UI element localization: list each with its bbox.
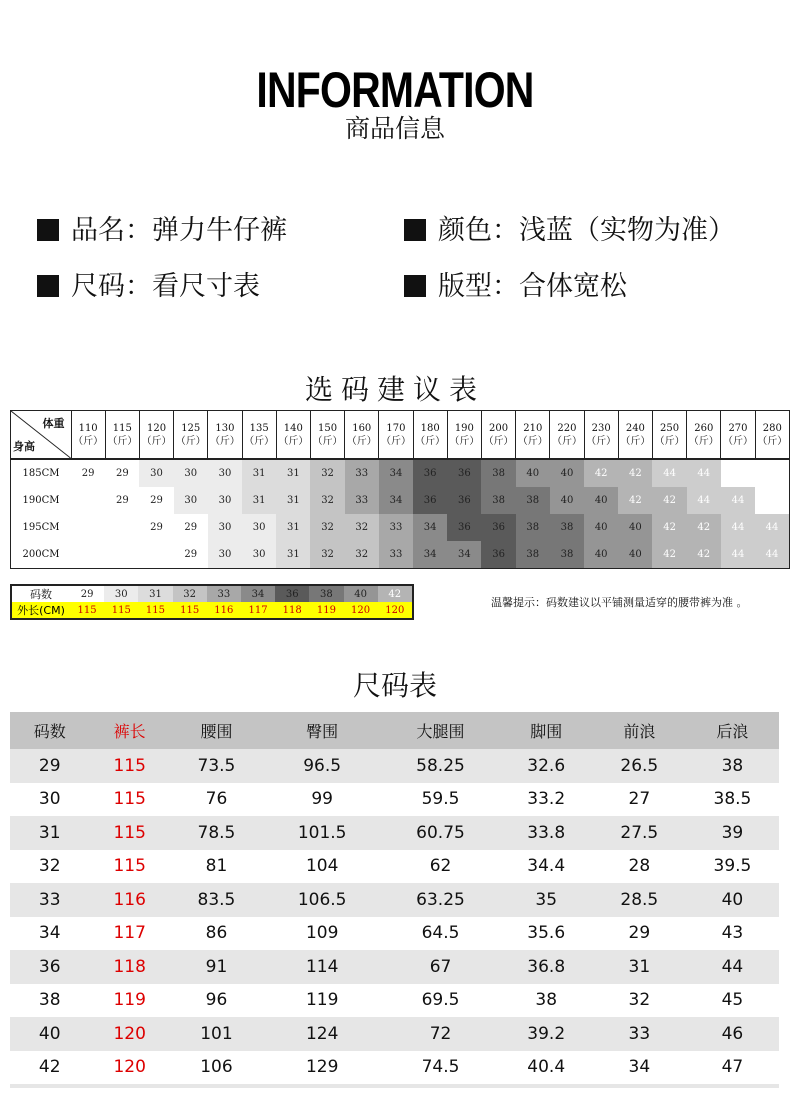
size-cell: 39.2 <box>500 1017 593 1051</box>
size-cell: 42 <box>10 1051 89 1087</box>
recommend-cell: 34 <box>379 487 413 514</box>
size-cell: 60.75 <box>381 816 499 850</box>
recommend-cell: 44 <box>721 541 755 569</box>
size-cell: 109 <box>305 923 339 944</box>
recommend-cell: 30 <box>208 487 242 514</box>
weight-value: 190 <box>454 422 474 434</box>
recommend-cell: 36 <box>447 487 481 514</box>
weight-unit: （斤） <box>346 435 377 447</box>
recommend-cell: 29 <box>174 541 208 569</box>
size-cell: 34 <box>593 1051 686 1087</box>
recommend-cell: 44 <box>687 487 721 514</box>
size-cell: 40.4 <box>500 1051 593 1087</box>
recommend-cell: 30 <box>242 514 276 541</box>
size-row <box>10 883 779 917</box>
size-header-cell: 大腿围 <box>381 712 499 749</box>
size-cell: 31 <box>10 816 89 850</box>
size-cell: 106 <box>170 1051 263 1087</box>
recommend-cell: 32 <box>310 541 344 569</box>
recommend-cell: 40 <box>550 459 584 487</box>
weight-unit: （斤） <box>517 435 548 447</box>
size-header-cell: 腰围 <box>170 712 263 749</box>
weight-value: 125 <box>181 422 201 434</box>
weight-value: 200 <box>489 422 509 434</box>
weight-value: 250 <box>660 422 680 434</box>
recommend-row <box>11 514 790 541</box>
weight-value: 120 <box>146 422 167 434</box>
map-size-cell: 38 <box>309 585 343 602</box>
weight-header-cell <box>139 411 173 460</box>
size-cell: 33 <box>10 883 89 917</box>
recommend-cell: 40 <box>550 487 584 514</box>
size-cell: 36 <box>10 950 89 984</box>
map-size-cell: 29 <box>70 585 104 602</box>
size-cell: 101 <box>170 1017 263 1051</box>
recommend-row <box>11 487 790 514</box>
size-cell: 35.6 <box>527 923 566 944</box>
size-row <box>10 917 779 951</box>
size-row <box>10 1051 779 1087</box>
weight-unit: （斤） <box>244 435 275 447</box>
hint-text: 温馨提示：码数建议以平铺测量适穿的腰带裤为准 。 <box>491 596 748 609</box>
size-cell: 74.5 <box>381 1051 499 1087</box>
size-cell: 118 <box>89 950 169 984</box>
recommend-cell: 32 <box>310 514 344 541</box>
size-cell: 124 <box>263 1017 381 1051</box>
size-header-cell: 码数 <box>10 712 89 749</box>
weight-unit: （斤） <box>551 435 582 447</box>
attribute-color-text: 颜色：浅蓝（实物为准） <box>438 215 735 246</box>
recommend-cell: 33 <box>379 514 413 541</box>
map-size-cell: 42 <box>378 585 413 602</box>
size-header-cell: 裤长 <box>89 712 169 749</box>
size-cell: 101.5 <box>263 816 381 850</box>
recommend-cell: 31 <box>276 487 310 514</box>
size-cell: 115 <box>89 816 169 850</box>
size-cell: 45 <box>721 990 744 1011</box>
size-cell: 32 <box>38 856 61 877</box>
weight-unit: （斤） <box>278 435 309 447</box>
size-cell: 63.25 <box>381 883 499 917</box>
weight-unit: （斤） <box>312 435 343 447</box>
size-recommendation-table <box>10 410 790 569</box>
size-cell: 58.25 <box>381 749 499 783</box>
size-cell: 38.5 <box>713 789 752 810</box>
weight-unit: （斤） <box>654 435 685 447</box>
map-length-cell: 117 <box>241 602 275 619</box>
size-cell: 32 <box>628 990 651 1011</box>
attribute-color <box>404 213 735 249</box>
recommend-cell: 36 <box>413 487 447 514</box>
weight-unit: （斤） <box>757 435 788 447</box>
recommend-cell: 29 <box>71 459 105 487</box>
weight-value: 110 <box>78 422 98 434</box>
recommend-cell: 42 <box>687 541 721 569</box>
recommend-cell: 42 <box>618 487 652 514</box>
size-cell: 115 <box>113 789 146 810</box>
size-cell: 47 <box>686 1051 779 1087</box>
recommend-cell: 44 <box>721 487 755 514</box>
size-table <box>10 712 779 1088</box>
attribute-name <box>37 213 287 249</box>
recommend-cell: 34 <box>413 514 447 541</box>
map-length-cell: 119 <box>309 602 343 619</box>
size-cell: 32.6 <box>500 749 593 783</box>
size-cell: 40 <box>10 1017 89 1051</box>
map-length-cell: 115 <box>138 602 172 619</box>
recommend-cell: 44 <box>652 459 686 487</box>
size-cell: 64.5 <box>421 923 460 944</box>
size-cell: 38 <box>686 749 779 783</box>
size-cell: 34.4 <box>527 856 566 877</box>
attribute-size-text: 尺码：看尺寸表 <box>71 271 260 302</box>
recommend-cell: 34 <box>447 541 481 569</box>
attribute-name-text: 品名：弹力牛仔裤 <box>71 215 287 246</box>
size-cell: 96.5 <box>263 749 381 783</box>
title-en: INFORMATION <box>256 62 534 118</box>
size-cell: 28 <box>628 856 651 877</box>
size-cell: 114 <box>263 950 381 984</box>
recommend-cell: 38 <box>481 459 515 487</box>
recommend-cell: 29 <box>139 487 173 514</box>
recommend-cell: 31 <box>276 459 310 487</box>
size-cell: 83.5 <box>170 883 263 917</box>
size-cell: 117 <box>113 923 146 944</box>
recommend-cell: 29 <box>105 487 139 514</box>
weight-value: 230 <box>591 422 611 434</box>
map-size-cell: 30 <box>104 585 138 602</box>
attribute-fit-text: 版型：合体宽松 <box>438 271 627 302</box>
size-cell: 43 <box>721 923 744 944</box>
recommend-cell: 36 <box>413 459 447 487</box>
weight-value: 240 <box>625 422 645 434</box>
size-cell: 120 <box>89 1017 169 1051</box>
recommend-cell: 38 <box>516 487 550 514</box>
weight-unit: （斤） <box>175 435 206 447</box>
recommend-cell: 30 <box>139 459 173 487</box>
recommend-cell: 42 <box>652 541 686 569</box>
weight-unit: （斤） <box>73 435 104 447</box>
map-length-cell: 115 <box>70 602 104 619</box>
size-cell: 116 <box>89 883 169 917</box>
recommend-cell: 44 <box>721 514 755 541</box>
recommend-cell: 31 <box>242 459 276 487</box>
size-cell: 67 <box>381 950 499 984</box>
size-cell: 69.5 <box>421 990 460 1011</box>
size-cell: 28.5 <box>593 883 686 917</box>
recommend-cell: 32 <box>345 514 379 541</box>
recommend-row <box>11 541 790 569</box>
recommend-cell: 30 <box>242 541 276 569</box>
size-cell: 76 <box>205 789 228 810</box>
map-length-label: 外长(CM) <box>11 602 70 619</box>
map-length-cell: 120 <box>344 602 378 619</box>
recommend-cell: 32 <box>310 487 344 514</box>
weight-value: 180 <box>420 422 440 434</box>
size-row <box>10 984 779 1018</box>
weight-header-cell <box>481 411 515 460</box>
size-cell: 99 <box>311 789 333 810</box>
weight-unit: （斤） <box>380 435 411 447</box>
size-cell: 86 <box>205 923 228 944</box>
size-header-cell: 臀围 <box>263 712 381 749</box>
size-cell: 40 <box>686 883 779 917</box>
map-length-cell: 120 <box>378 602 413 619</box>
weight-value: 210 <box>523 422 543 434</box>
recommend-cell <box>755 487 789 514</box>
recommend-cell: 40 <box>618 514 652 541</box>
map-length-cell: 116 <box>207 602 241 619</box>
map-size-label: 码数 <box>30 588 52 601</box>
size-cell: 39.5 <box>713 856 752 877</box>
recommend-cell: 30 <box>174 459 208 487</box>
size-cell: 35 <box>500 883 593 917</box>
weight-header-cell <box>618 411 652 460</box>
size-cell: 27 <box>628 789 651 810</box>
weight-value: 115 <box>112 422 132 434</box>
corner-height-label: 身高 <box>13 440 35 453</box>
recommend-cell: 38 <box>550 541 584 569</box>
weight-value: 160 <box>352 422 372 434</box>
height-label: 190CM <box>11 487 72 514</box>
title-cn: 商品信息 <box>344 114 445 143</box>
size-cell: 91 <box>170 950 263 984</box>
weight-value: 140 <box>283 422 303 434</box>
map-length-cell: 115 <box>104 602 138 619</box>
size-cell: 26.5 <box>593 749 686 783</box>
size-cell: 46 <box>686 1017 779 1051</box>
size-cell: 36.8 <box>500 950 593 984</box>
size-cell: 31 <box>593 950 686 984</box>
weight-header-cell <box>447 411 481 460</box>
size-cell: 59.5 <box>421 789 460 810</box>
weight-unit: （斤） <box>415 435 446 447</box>
map-size-cell: 40 <box>344 585 378 602</box>
recommend-cell: 44 <box>687 459 721 487</box>
recommend-cell: 44 <box>755 541 789 569</box>
recommend-cell: 36 <box>481 514 515 541</box>
weight-value: 150 <box>318 422 338 434</box>
weight-header-cell <box>652 411 686 460</box>
size-cell: 115 <box>113 856 146 877</box>
size-header-cell: 脚围 <box>500 712 593 749</box>
attribute-fit <box>404 269 627 305</box>
size-row <box>10 850 779 884</box>
recommend-cell: 33 <box>379 541 413 569</box>
size-cell: 38 <box>535 990 558 1011</box>
recommend-cell: 33 <box>345 487 379 514</box>
size-cell: 104 <box>305 856 339 877</box>
size-cell: 78.5 <box>170 816 263 850</box>
weight-header-cell <box>276 411 310 460</box>
weight-unit: （斤） <box>141 435 172 447</box>
recommend-cell <box>139 541 173 569</box>
recommend-cell <box>755 459 789 487</box>
size-cell: 62 <box>429 856 452 877</box>
map-size-cell: 33 <box>207 585 241 602</box>
map-size-cell: 36 <box>275 585 309 602</box>
recommend-title: 选码建议表 <box>304 373 485 406</box>
size-cell: 81 <box>205 856 228 877</box>
recommend-cell: 42 <box>652 514 686 541</box>
recommend-cell: 31 <box>276 514 310 541</box>
map-size-cell: 34 <box>241 585 275 602</box>
corner-weight-label: 体重 <box>42 417 65 430</box>
size-row <box>10 816 779 850</box>
weight-header-cell <box>755 411 789 460</box>
map-length-cell: 118 <box>275 602 309 619</box>
recommend-cell: 29 <box>105 459 139 487</box>
recommend-cell: 38 <box>481 487 515 514</box>
recommend-row <box>11 459 790 487</box>
weight-unit: （斤） <box>620 435 651 447</box>
size-cell: 33 <box>593 1017 686 1051</box>
weight-header-cell <box>687 411 721 460</box>
recommend-cell: 36 <box>481 541 515 569</box>
weight-header-cell <box>721 411 755 460</box>
recommend-cell <box>105 514 139 541</box>
weight-header-cell <box>413 411 447 460</box>
weight-unit: （斤） <box>449 435 480 447</box>
recommend-cell: 33 <box>345 459 379 487</box>
recommend-cell <box>71 514 105 541</box>
recommend-cell: 38 <box>516 541 550 569</box>
size-cell: 120 <box>89 1051 169 1087</box>
weight-value: 170 <box>386 422 406 434</box>
recommend-cell: 42 <box>652 487 686 514</box>
map-size-cell: 32 <box>173 585 207 602</box>
size-cell: 29 <box>10 749 89 783</box>
square-bullet-icon <box>37 219 59 241</box>
weight-value: 270 <box>728 422 748 434</box>
weight-header-cell <box>208 411 242 460</box>
recommend-cell: 31 <box>242 487 276 514</box>
weight-value: 135 <box>249 422 269 434</box>
recommend-cell: 40 <box>584 514 618 541</box>
recommend-cell <box>105 541 139 569</box>
size-cell: 38 <box>38 990 61 1011</box>
size-cell: 119 <box>113 990 146 1011</box>
weight-header-cell <box>379 411 413 460</box>
recommend-cell: 30 <box>174 487 208 514</box>
recommend-cell: 40 <box>584 541 618 569</box>
weight-value: 130 <box>215 422 235 434</box>
weight-value: 260 <box>694 422 714 434</box>
recommend-cell: 31 <box>276 541 310 569</box>
recommend-cell: 38 <box>516 514 550 541</box>
size-cell: 33.8 <box>500 816 593 850</box>
weight-header-cell <box>242 411 276 460</box>
size-row <box>10 1017 779 1051</box>
recommend-cell: 32 <box>345 541 379 569</box>
size-row <box>10 950 779 984</box>
map-size-cell: 31 <box>138 585 172 602</box>
size-header-cell: 前浪 <box>593 712 686 749</box>
size-cell: 72 <box>381 1017 499 1051</box>
recommend-cell <box>71 487 105 514</box>
recommend-cell: 30 <box>208 459 242 487</box>
size-cell: 119 <box>305 990 339 1011</box>
map-length-cell: 115 <box>173 602 207 619</box>
size-header-cell: 后浪 <box>686 712 779 749</box>
recommend-cell: 38 <box>550 514 584 541</box>
size-cell: 39 <box>686 816 779 850</box>
weight-value: 220 <box>557 422 577 434</box>
size-cell: 34 <box>38 923 61 944</box>
weight-unit: （斤） <box>483 435 514 447</box>
height-label: 200CM <box>11 541 72 569</box>
recommend-cell: 36 <box>447 459 481 487</box>
size-length-map <box>10 584 414 620</box>
recommend-cell: 40 <box>618 541 652 569</box>
size-row <box>10 749 779 783</box>
weight-header-cell <box>550 411 584 460</box>
weight-header-cell <box>345 411 379 460</box>
recommend-cell: 44 <box>755 514 789 541</box>
recommend-cell: 34 <box>413 541 447 569</box>
size-cell: 129 <box>263 1051 381 1087</box>
weight-unit: （斤） <box>722 435 753 447</box>
size-cell: 29 <box>628 923 651 944</box>
size-cell: 27.5 <box>593 816 686 850</box>
square-bullet-icon <box>37 275 59 297</box>
height-label: 195CM <box>11 514 72 541</box>
size-cell: 115 <box>89 749 169 783</box>
recommend-cell <box>71 541 105 569</box>
recommend-cell: 40 <box>516 459 550 487</box>
square-bullet-icon <box>404 219 426 241</box>
weight-unit: （斤） <box>586 435 617 447</box>
recommend-cell: 30 <box>208 514 242 541</box>
recommend-cell <box>721 459 755 487</box>
weight-header-cell <box>516 411 550 460</box>
size-cell: 33.2 <box>527 789 566 810</box>
weight-header-cell <box>174 411 208 460</box>
recommend-cell: 36 <box>447 514 481 541</box>
recommend-cell: 32 <box>310 459 344 487</box>
size-cell: 106.5 <box>263 883 381 917</box>
corner-cell <box>11 411 72 460</box>
weight-header-cell <box>310 411 344 460</box>
weight-header-cell <box>105 411 139 460</box>
recommend-cell: 30 <box>208 541 242 569</box>
size-row <box>10 783 779 817</box>
size-cell: 73.5 <box>170 749 263 783</box>
size-cell: 96 <box>205 990 228 1011</box>
weight-header-cell <box>71 411 105 460</box>
recommend-cell: 42 <box>687 514 721 541</box>
weight-value: 280 <box>762 422 782 434</box>
weight-header-cell <box>584 411 618 460</box>
recommend-cell: 42 <box>618 459 652 487</box>
size-cell: 30 <box>38 789 61 810</box>
square-bullet-icon <box>404 275 426 297</box>
recommend-cell: 29 <box>139 514 173 541</box>
weight-unit: （斤） <box>209 435 240 447</box>
attribute-size <box>37 269 260 305</box>
recommend-cell: 29 <box>174 514 208 541</box>
weight-unit: （斤） <box>688 435 719 447</box>
recommend-cell: 42 <box>584 459 618 487</box>
height-label: 185CM <box>11 459 72 487</box>
recommend-cell: 34 <box>379 459 413 487</box>
size-table-title: 尺码表 <box>352 669 437 702</box>
size-cell: 44 <box>686 950 779 984</box>
recommend-cell: 40 <box>584 487 618 514</box>
weight-unit: （斤） <box>107 435 138 447</box>
